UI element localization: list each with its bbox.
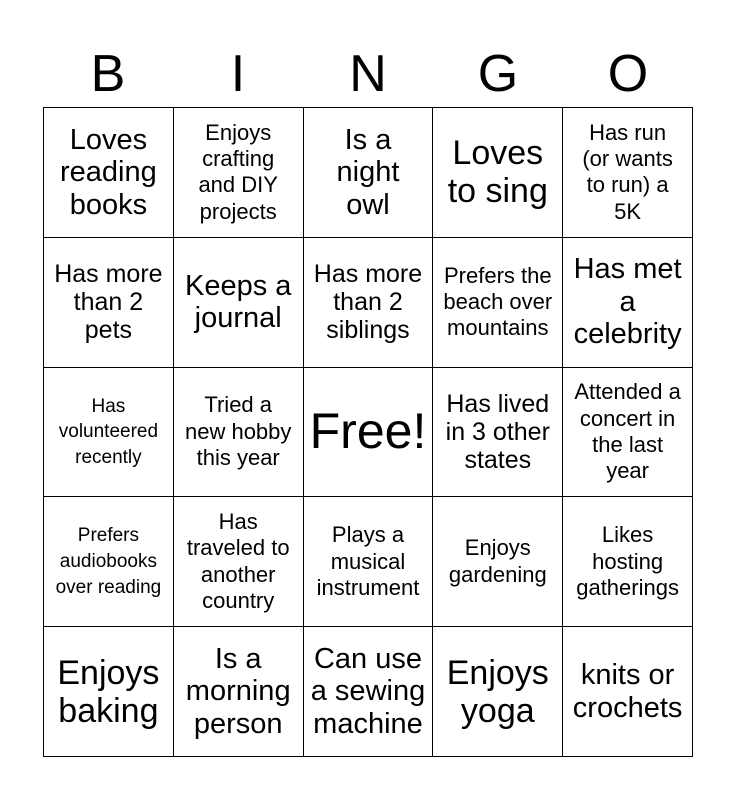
bingo-cell: Is a night owl — [304, 108, 434, 238]
bingo-cell: Has met a celebrity — [563, 238, 693, 368]
bingo-cell: Enjoys gardening — [433, 497, 563, 627]
bingo-cell: Loves reading books — [44, 108, 174, 238]
bingo-header — [43, 40, 693, 108]
bingo-cell: Is a morning person — [174, 627, 304, 757]
bingo-cell: Prefers audiobooks over reading — [44, 497, 174, 627]
bingo-cell: Can use a sewing machine — [304, 627, 434, 757]
bingo-cell: Has more than 2 siblings — [304, 238, 434, 368]
header-letter-g: G — [477, 45, 519, 103]
bingo-cell: Has volunteered recently — [44, 368, 174, 498]
bingo-cell: Loves to sing — [433, 108, 563, 238]
free-space: Free! — [304, 368, 434, 498]
bingo-cell: knits or crochets — [563, 627, 693, 757]
bingo-cell: Likes hosting gatherings — [563, 497, 693, 627]
bingo-cell: Tried a new hobby this year — [174, 368, 304, 498]
header-letter-n: N — [349, 45, 387, 103]
bingo-cell: Enjoys baking — [44, 627, 174, 757]
bingo-cell: Prefers the beach over mountains — [433, 238, 563, 368]
bingo-cell: Attended a concert in the last year — [563, 368, 693, 498]
bingo-cell: Enjoys yoga — [433, 627, 563, 757]
bingo-cell: Plays a musical instrument — [304, 497, 434, 627]
bingo-cell: Has lived in 3 other states — [433, 368, 563, 498]
header-letter-i: I — [230, 45, 246, 103]
bingo-cell: Has traveled to another country — [174, 497, 304, 627]
bingo-grid — [43, 107, 693, 757]
header-letter-b: B — [90, 45, 126, 103]
bingo-cell: Enjoys crafting and DIY projects — [174, 108, 304, 238]
bingo-cell: Keeps a journal — [174, 238, 304, 368]
bingo-cell: Has run (or wants to run) a 5K — [563, 108, 693, 238]
header-letter-o: O — [607, 45, 649, 103]
bingo-cell: Has more than 2 pets — [44, 238, 174, 368]
